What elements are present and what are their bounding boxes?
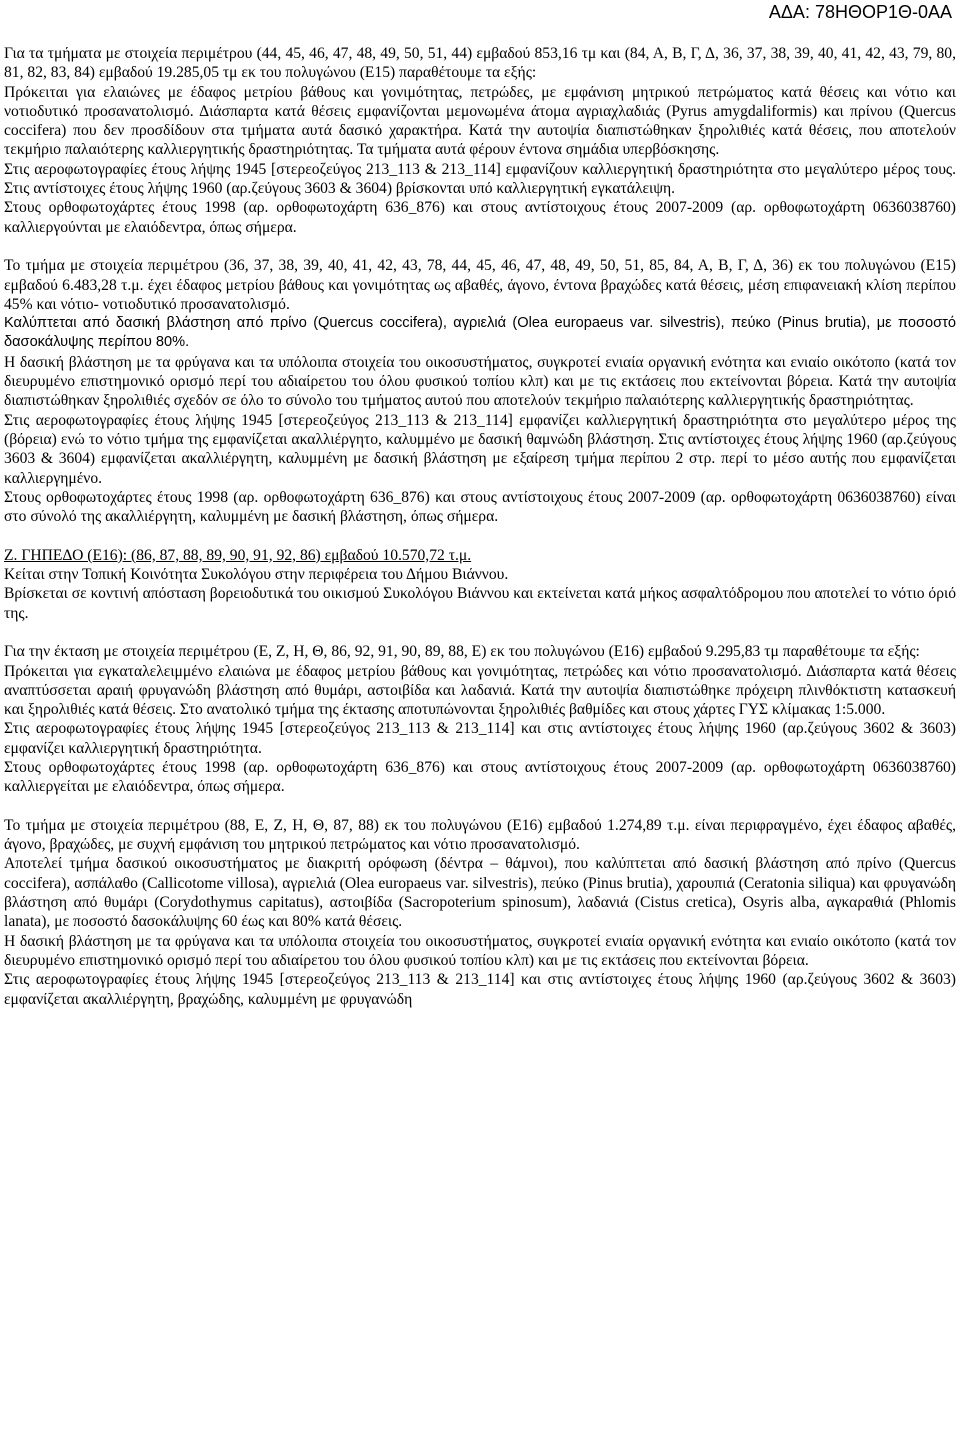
paragraph-e15-ecosystem: Η δασική βλάστηση με τα φρύγανα και τα υπόλοιπα στοιχεία του οικοσυστήματος, συγκροτεί ενιαία οργανική ενότητα και ενιαίο οικότοπο (κατά τον διευρυμένο επιστημονικό ορισμό περί του αδιαίρετου του όλου φυσικού τοπίου κλπ) και με τις εκτάσεις που εκτείνονται βόρεια. Κατά την αυτοψία διαπιστώθηκαν ξηρολιθιές σχεδόν σε όλο το σύνολο του τμήματος αυτού που αποτελούν τεκμήριο παλαιότερης καλλιεργητικής δραστηριότητας. [4,353,956,410]
spacer [4,797,956,816]
paragraph-e16-location: Κείται στην Τοπική Κοινότητα Συκολόγου στην περιφέρεια του Δήμου Βιάννου. [4,566,509,584]
paragraph-e15-orthophoto-2: Στους ορθοφωτοχάρτες έτους 1998 (αρ. ορθοφωτοχάρτη 636_876) και στους αντίστοιχους έτους 2007-2009 (αρ. ορθοφωτοχάρτη 0636038760) είναι στο σύνολό της ακαλλιέργητη, καλυμμένη με δασική βλάστηση, όπως σήμερα. [4,488,956,526]
document-body [4,44,956,1009]
paragraph-e15-aerial-history: Στις αεροφωτογραφίες έτους λήψης 1945 [στερεοζεύγος 213_113 & 213_114] εμφανίζει καλλιεργητική δραστηριότητα στο μεγαλύτερο μέρος της (βόρεια) ενώ το νότιο τμήμα της εμφανίζεται ακαλλιέργητο, καλυμμένο με δασική θαμνώδη βλάστηση. Στις αντίστοιχες έτους λήψης 1960 (αρ.ζεύγους 3603 & 3604) εμφανίζεται ακαλλιέργητη, καλυμμένη με δασική βλάστηση με εξαίρεση τμήμα περίπου 2 στρ. περί το μέσο αυτής που εμφανίζεται καλλιεργημένο. [4,411,956,487]
spacer [4,237,956,256]
paragraph-e15-intro: Για τα τμήματα με στοιχεία περιμέτρου (44, 45, 46, 47, 48, 49, 50, 51, 44) εμβαδού 853,16 τμ και (84, Α, Β, Γ, Δ, 36, 37, 38, 39, 40, 41, 42, 43, 79, 80, 81, 82, 83, 84) εμβαδού 19.285,05 τμ εκ του πολυγώνου (Ε15) παραθέτουμε τα εξής: [4,45,956,82]
paragraph-e16-aerial-history: Στις αεροφωτογραφίες έτους λήψης 1945 [στερεοζεύγος 213_113 & 213_114] και στις αντίστοιχες έτους λήψης 1960 (αρ.ζεύγους 3602 & 3603) εμφανίζεται ακαλλιέργητη, βραχώδης, καλυμμένη με φρυγανώδη [4,971,956,1008]
paragraph-e16-olive-grove: Πρόκειται για εγκαταλελειμμένο ελαιώνα με έδαφος μετρίου βάθους και γονιμότητας, πετρώδες και νότιο προσανατολισμό. Διάσπαρτα κατά θέσεις αναπτύσσεται αραιή φρυγανώδη βλάστηση από θυμάρι, αστοιβίδα και λαδανιά. Κατά την αυτοψία διαπιστώθηκε πρόχειρη πλινθόκτιστη κατασκευή και ξηρολιθιές κατά θέσεις. Στο ανατολικό τμήμα της έκτασης αποτυπώνονται ξηρολιθιές βαθμίδες και στους χάρτες ΓΥΣ κλίμακας 1:5.000. [4,662,956,719]
paragraph-e16-section: Το τμήμα με στοιχεία περιμέτρου (88, Ε, Ζ, Η, Θ, 87, 88) εκ του πολυγώνου (Ε16) εμβαδού 1.274,89 τ.μ. είναι περιφραγμένο, έχει έδαφος αβαθές, άγονο, βραχώδες, με συχνή εμφάνιση του μητρικού πετρώματος και νότιο προσανατολισμό. [4,816,956,854]
paragraph-e15-section: Το τμήμα με στοιχεία περιμέτρου (36, 37, 38, 39, 40, 41, 42, 43, 78, 44, 45, 46, 47, 48, 49, 50, 51, 85, 84, Α, Β, Γ, Δ, 36) εκ του πολυγώνου (Ε15) εμβαδού 6.483,28 τ.μ. έχει έδαφος μετρίου βάθους και γονιμότητας ως αβαθές, άγονο, έντονα βραχώδες κατά θέσεις, μέση επιφανειακή κλίση περίπου 45% και νότιο- νοτιοδυτικό προσανατολισμό. [4,257,956,313]
paragraph-e16-orthophoto: Στους ορθοφωτοχάρτες έτους 1998 (αρ. ορθοφωτοχάρτη 636_876) και στους αντίστοιχους έτους 2007-2009 (αρ. ορθοφωτοχάρτη 0636038760) καλλιεργείται με ελαιόδεντρα, όπως σήμερα. [4,758,956,796]
paragraph-e16-position: Βρίσκεται σε κοντινή απόσταση βορειοδυτικά του οικισμού Συκολόγου Βιάννου και εκτείνεται κατά μήκος ασφαλτόδρομου που αποτελεί το νότιο όριό της. [4,585,956,622]
paragraph-e16-intro: Για την έκταση με στοιχεία περιμέτρου (Ε, Ζ, Η, Θ, 86, 92, 91, 90, 89, 88, Ε) εκ του πολυγώνου (Ε16) εμβαδού 9.295,83 τμ παραθέτουμε τα εξής: [4,643,920,661]
ada-code: ΑΔΑ: 78ΗΘΟΡ1Θ-0ΑΑ [768,2,952,22]
paragraph-e15-vegetation: Καλύπτεται από δασική βλάστηση από πρίνο (Quercus coccifera), αγριελιά (Olea europaeus var. silvestris), πεύκο (Pinus brutia), με ποσοστό δασοκάλυψης περίπου 80%. [4,315,956,351]
spacer [4,623,956,642]
paragraph-e16-ecosystem: Η δασική βλάστηση με τα φρύγανα και τα υπόλοιπα στοιχεία του οικοσυστήματος, συγκροτεί ενιαία οργανική ενότητα και ενιαίο οικότοπο (κατά τον διευρυμένο επιστημονικό ορισμό περί του αδιαίρετου του όλου φυσικού τοπίου κλπ) και με τις εκτάσεις που εκτείνονται βόρεια. [4,932,956,969]
paragraph-e15-aerial-1945: Στις αεροφωτογραφίες έτους λήψης 1945 [στερεοζεύγος 213_113 & 213_114] εμφανίζουν καλλιεργητική δραστηριότητα στο μεγαλύτερο μέρος τους. Στις αντίστοιχες έτους λήψης 1960 (αρ.ζεύγους 3603 & 3604) βρίσκονται υπό καλλιεργητική εγκατάλειψη. [4,160,956,198]
paragraph-e16-aerial: Στις αεροφωτογραφίες έτους λήψης 1945 [στερεοζεύγος 213_113 & 213_114] και στις αντίστοιχες έτους λήψης 1960 (αρ.ζεύγους 3602 & 3603) εμφανίζει καλλιεργητική δραστηριότητα. [4,720,956,757]
paragraph-e15-orthophoto: Στους ορθοφωτοχάρτες έτους 1998 (αρ. ορθοφωτοχάρτη 636_876) και στους αντίστοιχους έτους 2007-2009 (αρ. ορθοφωτοχάρτη 0636038760) καλλιεργούνται με ελαιόδεντρα, όπως σήμερα. [4,199,956,236]
section-heading-e16: Ζ. ΓΗΠΕΔΟ (Ε16): (86, 87, 88, 89, 90, 91, 92, 86) εμβαδού 10.570,72 τ.μ. [4,546,472,564]
spacer [4,526,956,545]
paragraph-e15-olive-groves: Πρόκειται για ελαιώνες με έδαφος μετρίου βάθους και γονιμότητας, πετρώδες, με εμφάνιση μητρικού πετρώματος κατά θέσεις και νότιο και νοτιοδυτικό προσανατολισμό. Διάσπαρτα κατά θέσεις εμφανίζονται μεμονωμένα άτομα αγριαχλαδιάς (Pyrus amygdaliformis) και πρίνου (Quercus coccifera) που δεν προσδίδουν στα τμήματα αυτά δασικό χαρακτήρα. Κατά την αυτοψία διαπιστώθηκαν ξηρολιθιές κατά θέσεις, που αποτελούν τεκμήριο παλαιότερης καλλιεργητικής δραστηριότητας. Τα τμήματα αυτά φέρουν έντονα σημάδια υπερβόσκησης. [4,83,956,159]
paragraph-e16-vegetation: Αποτελεί τμήμα δασικού οικοσυστήματος με διακριτή ορόφωση (δέντρα – θάμνοι), που καλύπτεται από δασική βλάστηση από πρίνο (Quercus coccifera), ασπάλαθο (Callicotome villosa), αγριελιά (Olea europaeus var. silvestris), πεύκο (Pinus brutia), χαρουπιά (Ceratonia siliqua) και φρυγανώδη βλάστηση από θυμάρι (Corydothymus capitatus), αστοιβίδα (Sacropoterium spinosum), λαδανιά (Cistus cretica), Osyris alba, αγκαραθιά (Phlomis lanata), με ποσοστό δασοκάλυψης 60 έως και 80% κατά θέσεις. [4,855,956,931]
